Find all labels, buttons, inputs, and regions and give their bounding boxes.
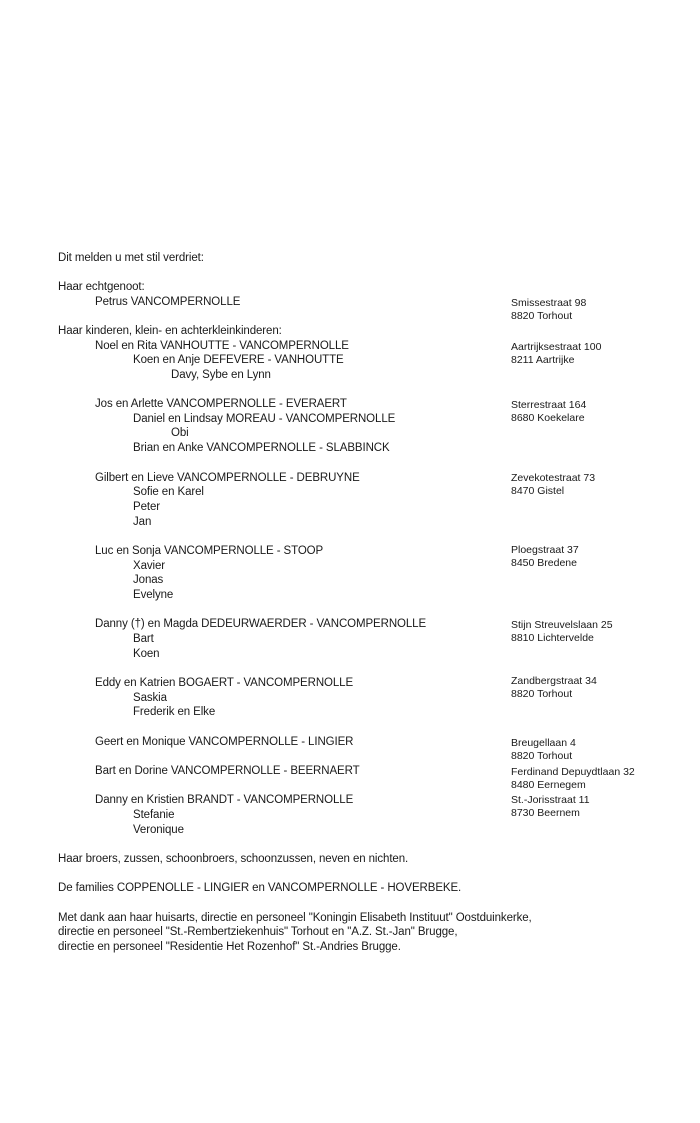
family-address: [511, 737, 576, 762]
spouse-heading: Haar echtgenoot:: [58, 281, 145, 293]
family-address: [511, 675, 597, 700]
address-city: 8730 Beernem: [511, 806, 580, 819]
address-street: Aartrijksestraat 100: [511, 341, 602, 353]
thanks-line: directie en personeel "Residentie Het Rozenhof" St.-Andries Brugge.: [58, 941, 401, 953]
family-member: Koen en Anje DEFEVERE - VANHOUTTE: [133, 354, 344, 366]
thanks-line: directie en personeel "St.-Rembertziekenhuis" Torhout en "A.Z. St.-Jan" Brugge,: [58, 926, 458, 938]
address-city: 8810 Lichtervelde: [511, 631, 594, 644]
intro-text: Dit melden u met stil verdriet:: [58, 252, 204, 264]
family-head: Noel en Rita VANHOUTTE - VANCOMPERNOLLE: [95, 340, 349, 352]
address-street: Stijn Streuvelslaan 25: [511, 619, 613, 631]
family-address: [511, 399, 586, 424]
family-head: Geert en Monique VANCOMPERNOLLE - LINGIER: [95, 736, 354, 748]
family-address: [511, 341, 601, 366]
spouse-name: Petrus VANCOMPERNOLLE: [95, 296, 241, 308]
address-street: Breugellaan 4: [511, 737, 576, 749]
address-street: Zevekotestraat 73: [511, 472, 596, 484]
address-city: 8470 Gistel: [511, 484, 565, 497]
family-member: Veronique: [133, 824, 184, 836]
family-member: Davy, Sybe en Lynn: [171, 369, 271, 381]
address-street: Smissestraat 98: [511, 297, 587, 309]
family-member: Sofie en Karel: [133, 486, 204, 498]
family-address: [511, 544, 579, 569]
address-street: Zandbergstraat 34: [511, 675, 597, 687]
family-member: Daniel en Lindsay MOREAU - VANCOMPERNOLLE: [133, 413, 396, 425]
family-member: Evelyne: [133, 589, 174, 601]
family-head: Eddy en Katrien BOGAERT - VANCOMPERNOLLE: [95, 677, 354, 689]
family-member: Frederik en Elke: [133, 706, 216, 718]
family-head: Bart en Dorine VANCOMPERNOLLE - BEERNAERT: [95, 765, 360, 777]
family-head: Danny en Kristien BRANDT - VANCOMPERNOLLE: [95, 794, 354, 806]
address-street: Ferdinand Depuydtlaan 32: [511, 766, 635, 778]
address-city: 8680 Koekelare: [511, 411, 585, 424]
address-street: Sterrestraat 164: [511, 399, 587, 411]
family-member: Xavier: [133, 560, 165, 572]
families-line: De families COPPENOLLE - LINGIER en VANCOMPERNOLLE - HOVERBEKE.: [58, 882, 462, 894]
family-member: Jonas: [133, 574, 164, 586]
family-member: Jan: [133, 516, 152, 528]
family-member: Koen: [133, 648, 160, 660]
address-city: 8820 Torhout: [511, 309, 573, 322]
address-street: St.-Jorisstraat 11: [511, 794, 590, 806]
address-city: 8820 Torhout: [511, 687, 573, 700]
family-member: Bart: [133, 633, 154, 645]
family-head: Luc en Sonja VANCOMPERNOLLE - STOOP: [95, 545, 324, 557]
family-member: Brian en Anke VANCOMPERNOLLE - SLABBINCK: [133, 442, 390, 454]
family-address: [511, 472, 595, 497]
thanks-line: Met dank aan haar huisarts, directie en personeel "Koningin Elisabeth Instituut" Oostduinkerke,: [58, 912, 532, 924]
family-address: [511, 619, 613, 644]
family-member: Saskia: [133, 692, 167, 704]
address-city: 8450 Bredene: [511, 556, 577, 569]
family-address: [511, 766, 635, 791]
address-street: Ploegstraat 37: [511, 544, 579, 556]
family-head: Gilbert en Lieve VANCOMPERNOLLE - DEBRUYNE: [95, 472, 360, 484]
family-head: Jos en Arlette VANCOMPERNOLLE - EVERAERT: [95, 398, 347, 410]
family-member: Peter: [133, 501, 160, 513]
family-member: Obi: [171, 427, 189, 439]
address-city: 8211 Aartrijke: [511, 353, 575, 366]
spouse-address: [511, 297, 586, 322]
family-member: Stefanie: [133, 809, 175, 821]
children-heading: Haar kinderen, klein- en achterkleinkinderen:: [58, 325, 282, 337]
address-city: 8480 Eernegem: [511, 778, 586, 791]
address-city: 8820 Torhout: [511, 749, 573, 762]
siblings-line: Haar broers, zussen, schoonbroers, schoonzussen, neven en nichten.: [58, 853, 409, 865]
family-head: Danny (†) en Magda DEDEURWAERDER - VANCOMPERNOLLE: [95, 618, 427, 630]
family-address: [511, 794, 590, 819]
